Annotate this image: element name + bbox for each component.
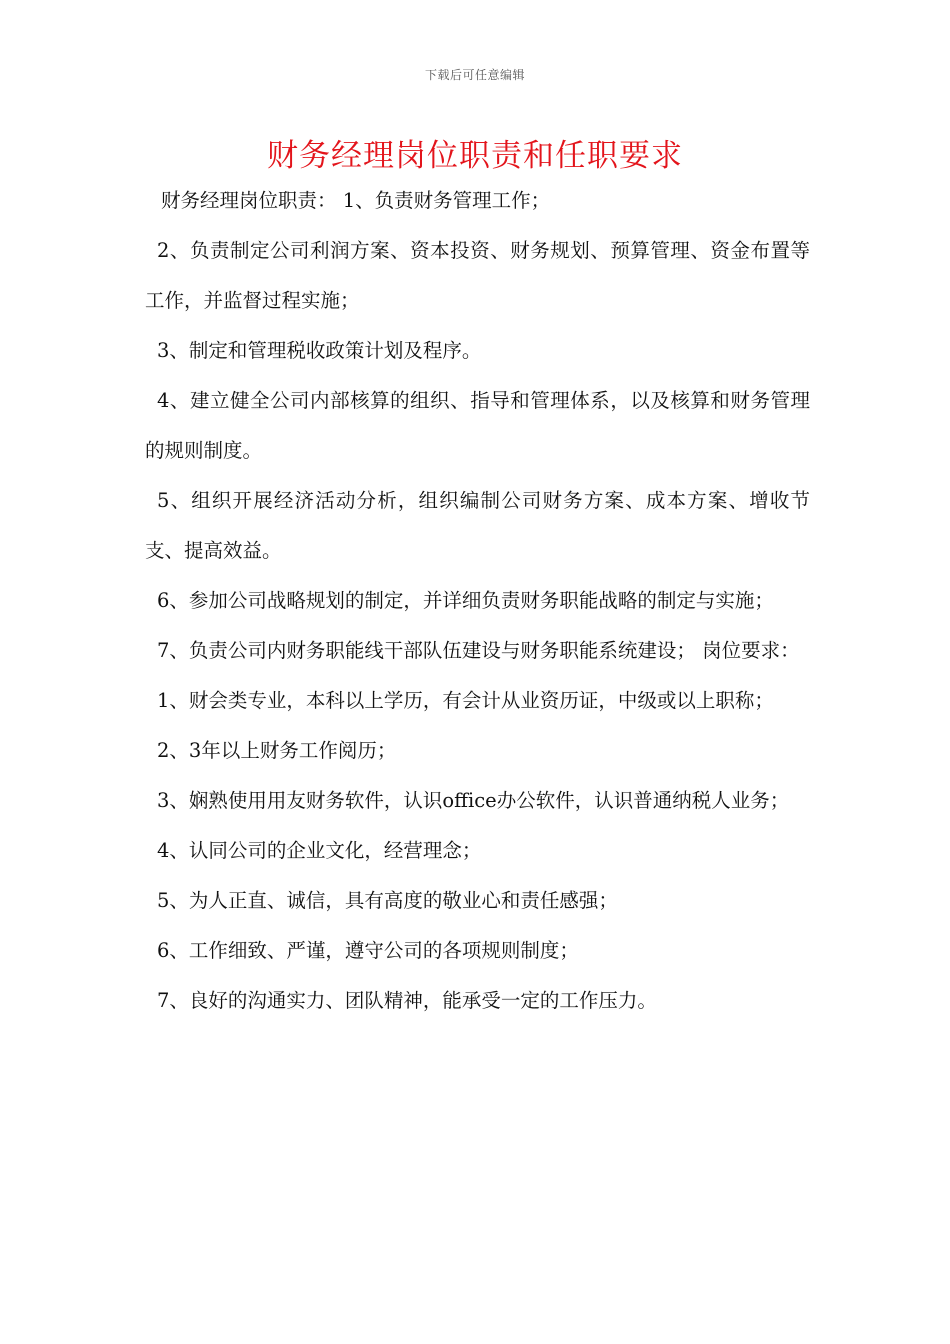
paragraph-2: 2、负责制定公司利润方案、资本投资、财务规划、预算管理、资金布置等工作，并监督过程实施； bbox=[145, 239, 810, 312]
paragraph-3: 3、制定和管理税收政策计划及程序。 bbox=[157, 339, 482, 362]
paragraph-4: 4、建立健全公司内部核算的组织、指导和管理体系，以及核算和财务管理的规则制度。 bbox=[145, 389, 810, 462]
header-note: 下载后可任意编辑 bbox=[424, 68, 525, 82]
paragraph-7: 7、负责公司内财务职能线干部队伍建设与财务职能系统建设； 岗位要求： bbox=[157, 639, 800, 662]
paragraph-12: 5、为人正直、诚信，具有高度的敬业心和责任感强； bbox=[157, 889, 618, 912]
paragraph-14: 7、良好的沟通实力、团队精神，能承受一定的工作压力。 bbox=[157, 989, 657, 1012]
document-title: 财务经理岗位职责和任职要求 bbox=[267, 138, 683, 174]
paragraph-13: 6、工作细致、严谨，遵守公司的各项规则制度； bbox=[157, 939, 579, 962]
paragraph-8: 1、财会类专业，本科以上学历，有会计从业资历证，中级或以上职称； bbox=[157, 689, 774, 712]
paragraph-6: 6、参加公司战略规划的制定，并详细负责财务职能战略的制定与实施； bbox=[157, 589, 774, 612]
paragraph-10: 3、娴熟使用用友财务软件，认识office办公软件，认识普通纳税人业务； bbox=[157, 789, 790, 812]
paragraph-11: 4、认同公司的企业文化，经营理念； bbox=[157, 839, 482, 862]
paragraph-9: 2、3年以上财务工作阅历； bbox=[157, 739, 397, 762]
paragraph-5: 5、组织开展经济活动分析，组织编制公司财务方案、成本方案、增收节支、提高效益。 bbox=[145, 489, 810, 562]
paragraph-1: 财务经理岗位职责： 1、负责财务管理工作； bbox=[161, 189, 551, 212]
document-body bbox=[145, 176, 810, 1026]
